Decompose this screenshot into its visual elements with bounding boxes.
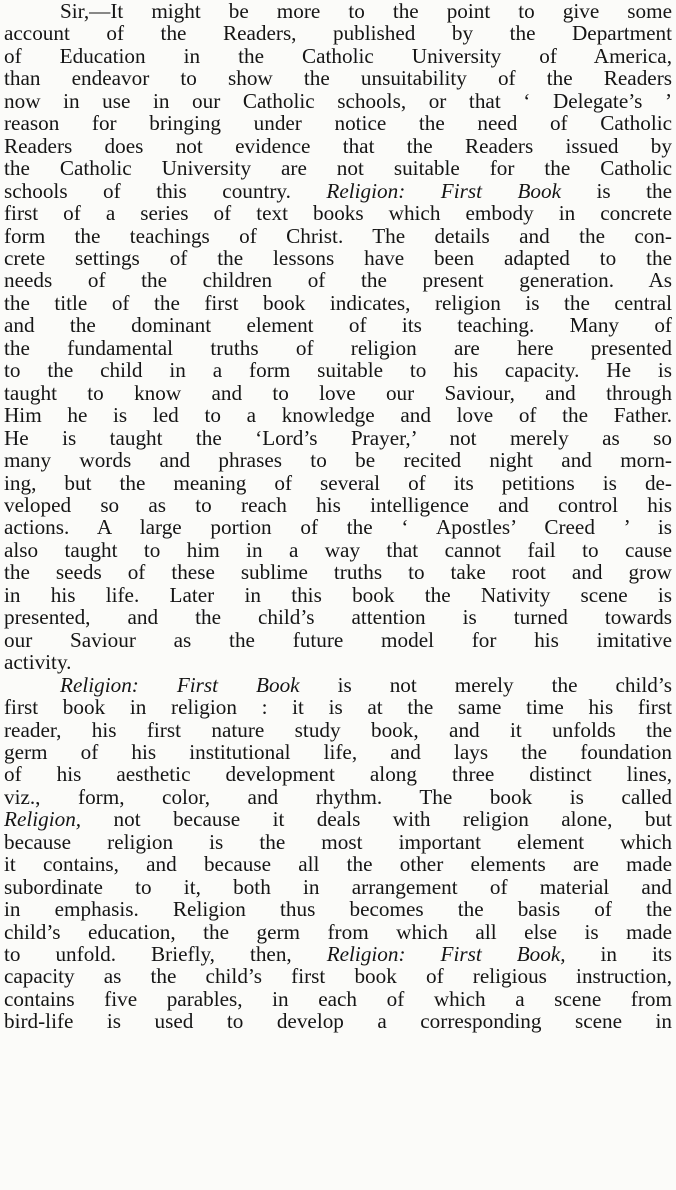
text-run: presented, and the child’s attention is turned towards xyxy=(4,605,672,630)
text-line xyxy=(4,763,672,785)
paragraph xyxy=(4,0,672,674)
text-run: crete settings of the lessons have been adapted to the xyxy=(4,245,672,270)
text-run: actions. A large portion of the ‘ Apostles’ Creed ’ is xyxy=(4,515,672,540)
text-run: germ of his institutional life, and lays the foundation xyxy=(4,739,672,764)
text-run: our Saviour as the future model for his imitative xyxy=(4,627,672,652)
text-run: child’s education, the germ from which all else is made xyxy=(4,919,672,944)
text-run: reason for bringing under notice the need of Catholic xyxy=(4,111,672,136)
text-line xyxy=(4,494,672,516)
text-line xyxy=(4,651,672,673)
italic-title-run: Religion: First Book xyxy=(60,672,300,697)
text-run: and the dominant element of its teaching. Many of xyxy=(4,313,672,338)
text-run: first book in religion : it is at the same time his first xyxy=(4,695,672,720)
text-run: bird-life is used to develop a corresponding scene in xyxy=(4,1009,672,1034)
text-line xyxy=(4,921,672,943)
text-line xyxy=(4,180,672,202)
text-line xyxy=(4,247,672,269)
text-run: of Education in the Catholic University of America, xyxy=(4,43,672,68)
text-run: first of a series of text books which embody in concrete xyxy=(4,201,672,226)
text-run: to unfold. Briefly, then, xyxy=(4,942,327,967)
text-line xyxy=(4,202,672,224)
paragraph xyxy=(4,674,672,1033)
text-line xyxy=(4,0,672,22)
text-line xyxy=(4,606,672,628)
letter-body xyxy=(4,0,672,1033)
text-run: not because it deals with religion alone, but xyxy=(81,807,672,832)
italic-title-run: Religion: First Book xyxy=(326,178,561,203)
text-run: Him he is led to a knowledge and love of the Father. xyxy=(4,403,672,428)
text-line xyxy=(4,584,672,606)
text-run: activity. xyxy=(4,650,72,675)
text-run: in his life. Later in this book the Nativity scene is xyxy=(4,582,672,607)
text-line xyxy=(4,943,672,965)
text-line xyxy=(4,696,672,718)
text-line xyxy=(4,359,672,381)
text-line xyxy=(4,561,672,583)
text-run: ing, but the meaning of several of its petitions is de- xyxy=(4,470,672,495)
text-run: the title of the first book indicates, religion is the central xyxy=(4,290,672,315)
text-line xyxy=(4,539,672,561)
text-line xyxy=(4,112,672,134)
text-run: Readers does not evidence that the Readers issued by xyxy=(4,133,672,158)
text-line xyxy=(4,719,672,741)
text-run: is the xyxy=(560,178,672,203)
text-run: account of the Readers, published by the Department xyxy=(4,21,672,46)
text-run: of his aesthetic development along three distinct lines, xyxy=(4,762,672,787)
text-line xyxy=(4,337,672,359)
text-line xyxy=(4,629,672,651)
text-run: now in use in our Catholic schools, or that ‘ Delegate’s ’ xyxy=(4,88,672,113)
text-run: in its xyxy=(565,942,672,967)
text-line xyxy=(4,157,672,179)
text-line xyxy=(4,988,672,1010)
text-line xyxy=(4,674,672,696)
text-line xyxy=(4,786,672,808)
text-line xyxy=(4,1010,672,1032)
text-line xyxy=(4,404,672,426)
text-run: needs of the children of the present generation. As xyxy=(4,268,672,293)
text-line xyxy=(4,472,672,494)
text-run: the seeds of these sublime truths to take root and grow xyxy=(4,560,672,585)
text-line xyxy=(4,898,672,920)
text-run: Sir,—It might be more to the point to give some xyxy=(60,0,672,23)
text-run: is not merely the child’s xyxy=(299,672,672,697)
text-line xyxy=(4,314,672,336)
text-run: the fundamental truths of religion are here presented xyxy=(4,335,672,360)
text-run: schools of this country. xyxy=(4,178,327,203)
text-run: the Catholic University are not suitable for the Catholic xyxy=(4,156,672,181)
text-run: form the teachings of Christ. The details and the con- xyxy=(4,223,672,248)
text-run: it contains, and because all the other elements are made xyxy=(4,852,672,877)
text-run: because religion is the most important element which xyxy=(4,829,672,854)
text-line xyxy=(4,876,672,898)
text-run: taught to know and to love our Saviour, and through xyxy=(4,380,672,405)
text-line xyxy=(4,382,672,404)
text-line xyxy=(4,22,672,44)
text-run: many words and phrases to be recited night and morn- xyxy=(4,448,672,473)
text-line xyxy=(4,965,672,987)
text-line xyxy=(4,741,672,763)
text-line xyxy=(4,808,672,830)
text-line xyxy=(4,269,672,291)
italic-title-run: Religion, xyxy=(4,807,82,832)
text-line xyxy=(4,292,672,314)
text-line xyxy=(4,135,672,157)
text-run: reader, his first nature study book, and it unfolds the xyxy=(4,717,672,742)
text-line xyxy=(4,831,672,853)
text-run: capacity as the child’s first book of religious instruction, xyxy=(4,964,672,989)
text-run: in emphasis. Religion thus becomes the basis of the xyxy=(4,897,672,922)
text-line xyxy=(4,90,672,112)
text-run: He is taught the ‘Lord’s Prayer,’ not merely as so xyxy=(4,425,672,450)
text-line xyxy=(4,45,672,67)
text-line xyxy=(4,853,672,875)
text-line xyxy=(4,516,672,538)
text-run: veloped so as to reach his intelligence and control his xyxy=(4,492,672,517)
text-line xyxy=(4,225,672,247)
text-line xyxy=(4,67,672,89)
text-run: contains five parables, in each of which a scene from xyxy=(4,986,672,1011)
text-run: to the child in a form suitable to his capacity. He is xyxy=(4,358,672,383)
text-run: viz., form, color, and rhythm. The book is called xyxy=(4,784,672,809)
text-line xyxy=(4,449,672,471)
text-run: than endeavor to show the unsuitability of the Readers xyxy=(4,66,672,91)
text-line xyxy=(4,427,672,449)
text-run: subordinate to it, both in arrangement of material and xyxy=(4,874,672,899)
text-run: also taught to him in a way that cannot fail to cause xyxy=(4,537,672,562)
italic-title-run: Religion: First Book, xyxy=(326,942,566,967)
